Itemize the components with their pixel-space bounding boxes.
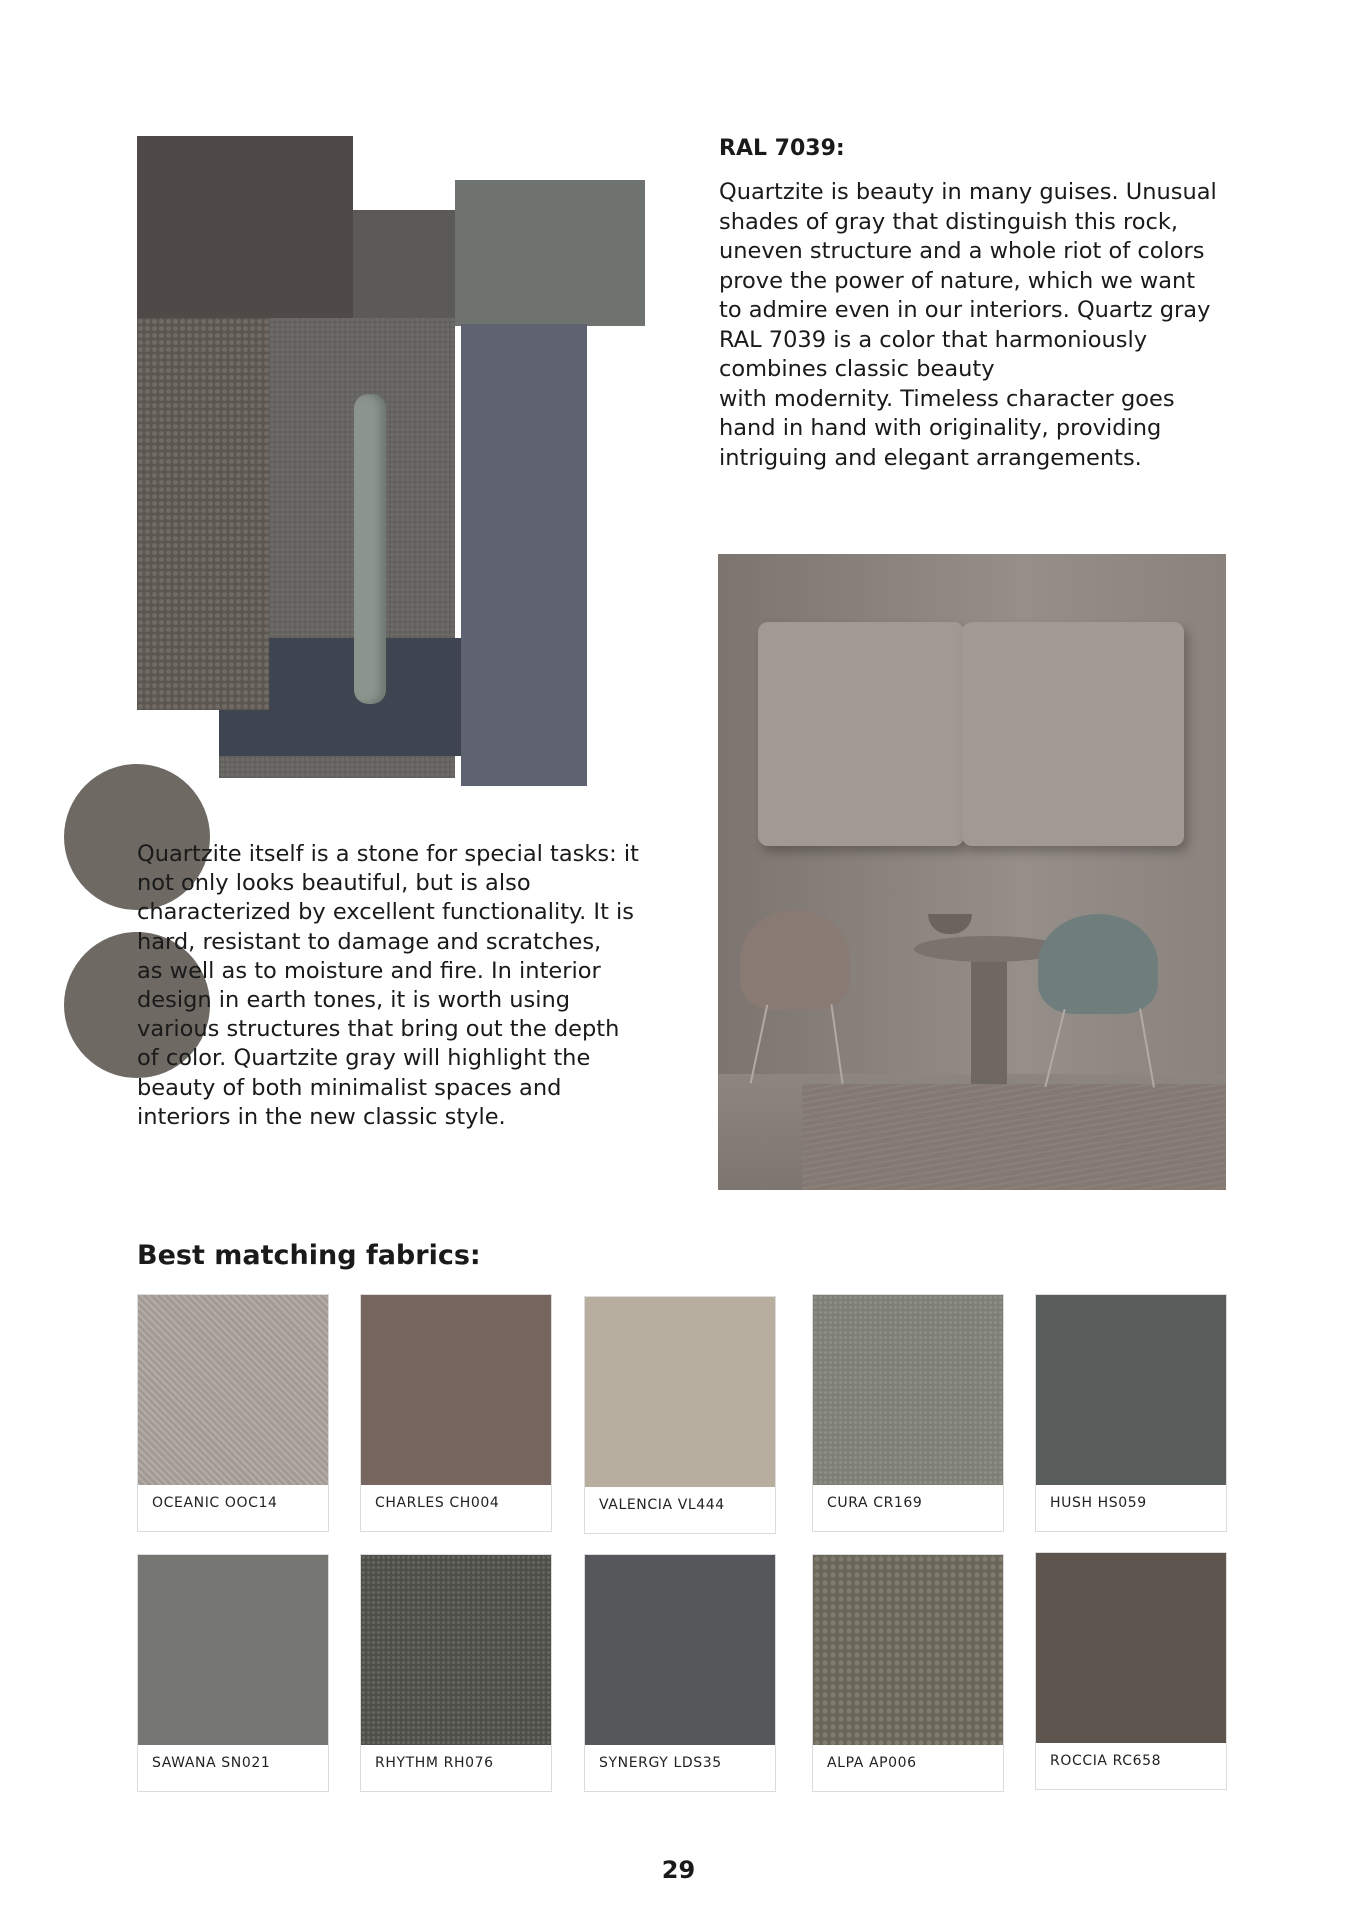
chair-teal [1038,914,1158,1014]
acoustic-panel-left [758,622,964,846]
fabric-swatch [1036,1295,1226,1485]
section-title: RAL 7039: [719,136,845,161]
fabric-card[interactable] [137,1294,329,1532]
swatch-gray-leather [353,210,457,318]
fabric-swatch [138,1295,328,1485]
swatch-dark-velvet [137,136,353,318]
fabric-swatch [1036,1553,1226,1743]
fabric-card[interactable] [1035,1552,1227,1790]
fabric-swatch [813,1555,1003,1745]
fabric-swatch [585,1555,775,1745]
intro-paragraph: Quartzite is beauty in many guises. Unusual shades of gray that distinguish this rock, uneven structure and a whole riot of colors prove the power of nature, which we want to admire even in our interiors. Quartz gray RAL 7039 is a color that harmoniously combines classic beauty with modernity. Timeless character goes hand in hand with originality, providing intriguing and elegant arrangements. [719,179,1217,471]
fabric-label: ROCCIA RC658 [1050,1753,1162,1769]
fabric-label: SAWANA SN021 [152,1755,271,1771]
fabrics-heading: Best matching fabrics: [137,1240,481,1271]
chair-mauve [740,910,850,1010]
fabric-label: SYNERGY LDS35 [599,1755,722,1771]
swatch-green-felt [455,180,645,326]
page-number: 29 [661,1856,696,1884]
fabric-card[interactable] [584,1554,776,1792]
fabric-card[interactable] [137,1554,329,1792]
fabric-label: VALENCIA VL444 [599,1497,725,1513]
detail-paragraph: Quartzite itself is a stone for special tasks: it not only looks beautiful, but is also characterized by excellent functionality. It is hard, resistant to damage and scratches, as well as to moisture and fire. In interior design in earth tones, it is worth using various structures that bring out the depth of color. Quartzite gray will highlight the beauty of both minimalist spaces and interiors in the new classic style. [137,841,639,1130]
fabric-card[interactable] [360,1294,552,1532]
fabric-swatch [585,1297,775,1487]
sample-tube [354,394,386,704]
fabric-label: HUSH HS059 [1050,1495,1147,1511]
fabric-label: RHYTHM RH076 [375,1755,494,1771]
fabric-card[interactable] [812,1554,1004,1792]
side-table-leg [971,954,1007,1084]
fabric-swatch [138,1555,328,1745]
fabric-swatch [813,1295,1003,1485]
fabric-swatch [361,1295,551,1485]
fabric-label: CURA CR169 [827,1495,923,1511]
fabric-swatch [361,1555,551,1745]
swatch-blue-gray [461,324,587,786]
fabric-label: OCEANIC OOC14 [152,1495,278,1511]
acoustic-panel-right [962,622,1184,846]
fabric-label: ALPA AP006 [827,1755,917,1771]
fabric-card[interactable] [1035,1294,1227,1532]
fabric-card[interactable] [360,1554,552,1792]
fabric-label: CHARLES CH004 [375,1495,500,1511]
photo-rug [802,1084,1226,1190]
interior-photo [718,554,1226,1190]
fabric-collage-image [137,136,645,786]
swatch-boucle [137,318,269,710]
fabric-card[interactable] [812,1294,1004,1532]
fabric-card[interactable] [584,1296,776,1534]
